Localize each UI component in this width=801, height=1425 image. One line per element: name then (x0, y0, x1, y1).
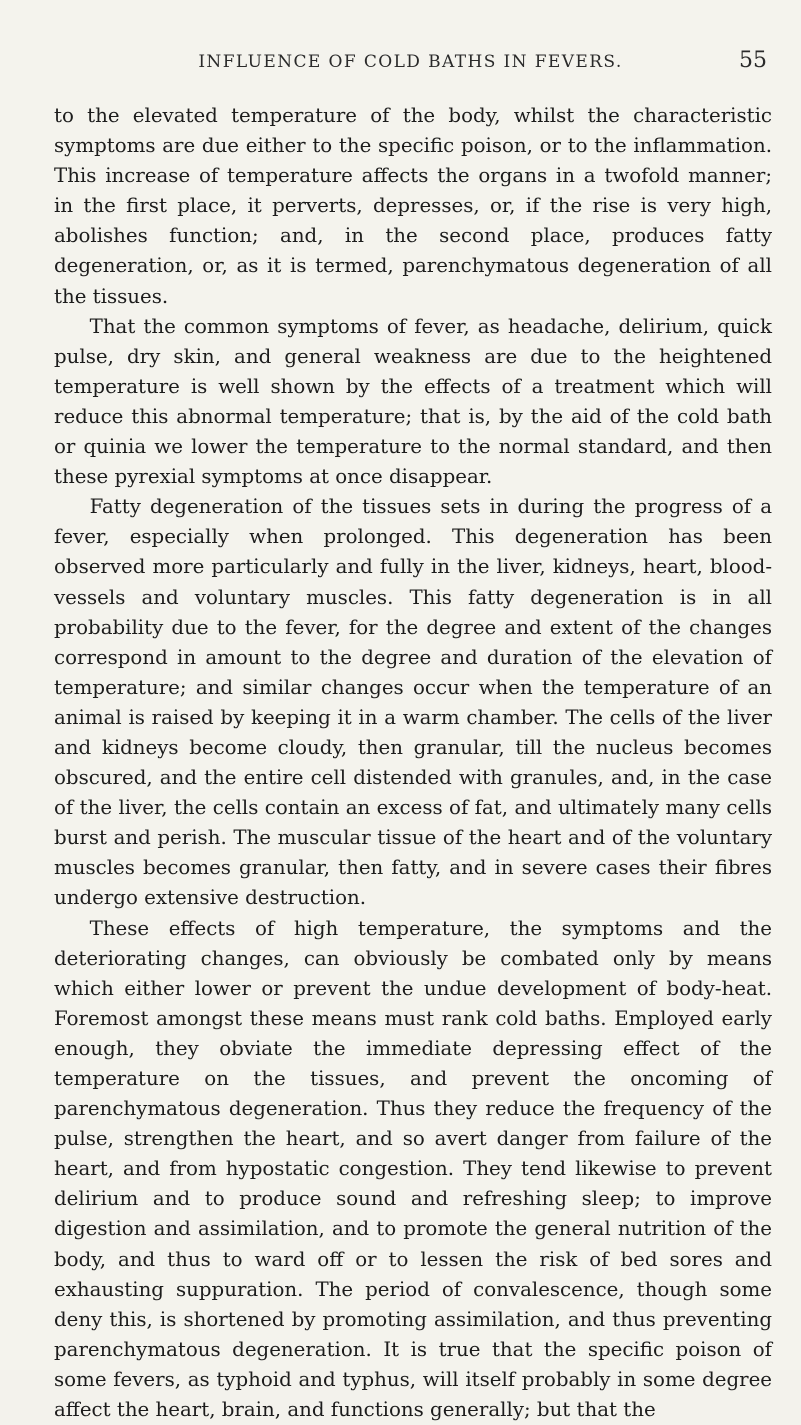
paragraph-continued: to the elevated temperature of the body, whilst the characteristic symptoms are due either to the specific poison, or to the inflammation. This increase of temperature affects the organs in a twofold manner; in the first place, it perverts, depresses, or, if the rise is very high, abolishes function; and, in the second place, produces fatty degeneration, or, as it is termed, parenchymatous degeneration of all the tissues. (54, 104, 772, 308)
body-text (54, 101, 772, 1425)
paragraph-fatty-degeneration: Fatty degeneration of the tissues sets in during the progress of a fever, especially when prolonged. This degeneration has been observed more particularly and fully in the liver, kidneys, heart, blood-vessels and voluntary muscles. This fatty degeneration is in all probability due to the fever, for the degree and extent of the changes correspond in amount to the degree and duration of the elevation of temperature; and similar changes occur when the temperature of an animal is raised by keeping it in a warm chamber. The cells of the liver and kidneys become cloudy, then granular, till the nucleus becomes obscured, and the entire cell distended with granules, and, in the case of the liver, the cells contain an excess of fat, and ultimately many cells burst and perish. The muscular tissue of the heart and of the voluntary muscles becomes granular, then fatty, and in severe cases their fibres undergo extensive destruction. (54, 495, 772, 910)
paragraph-symptoms: That the common symptoms of fever, as headache, delirium, quick pulse, dry skin, and general weakness are due to the heightened temperature is well shown by the effects of a treatment which will reduce this abnormal temperature; that is, by the aid of the cold bath or quinia we lower the temperature to the normal standard, and then these pyrexial symptoms at once disappear. (54, 314, 772, 489)
paragraph-cold-baths: These effects of high temperature, the symptoms and the deteriorating changes, can obviously be combated only by means which either lower or prevent the undue development of body-heat. Foremost amongst these means must rank cold baths. Employed early enough, they obviate the immediate depressing effect of the temperature on the tissues, and prevent the oncoming of parenchymatous degeneration. Thus they reduce the frequency of the pulse, strengthen the heart, and so avert danger from failure of the heart, and from hypostatic congestion. They tend likewise to prevent delirium and to produce sound and refreshing sleep; to improve digestion and assimilation, and to promote the general nutrition of the body, and thus to ward off or to lessen the risk of bed sores and exhausting suppuration. The period of convalescence, though some deny this, is shortened by promoting assimilation, and thus preventing parenchymatous degeneration. It is true that the specific poison of some fevers, as typhoid and typhus, will itself probably in some degree affect the heart, brain, and functions generally; but that the (54, 916, 772, 1422)
page-number: 55 (739, 48, 767, 73)
running-title: INFLUENCE OF COLD BATHS IN FEVERS. (198, 52, 623, 72)
running-head (54, 48, 767, 84)
